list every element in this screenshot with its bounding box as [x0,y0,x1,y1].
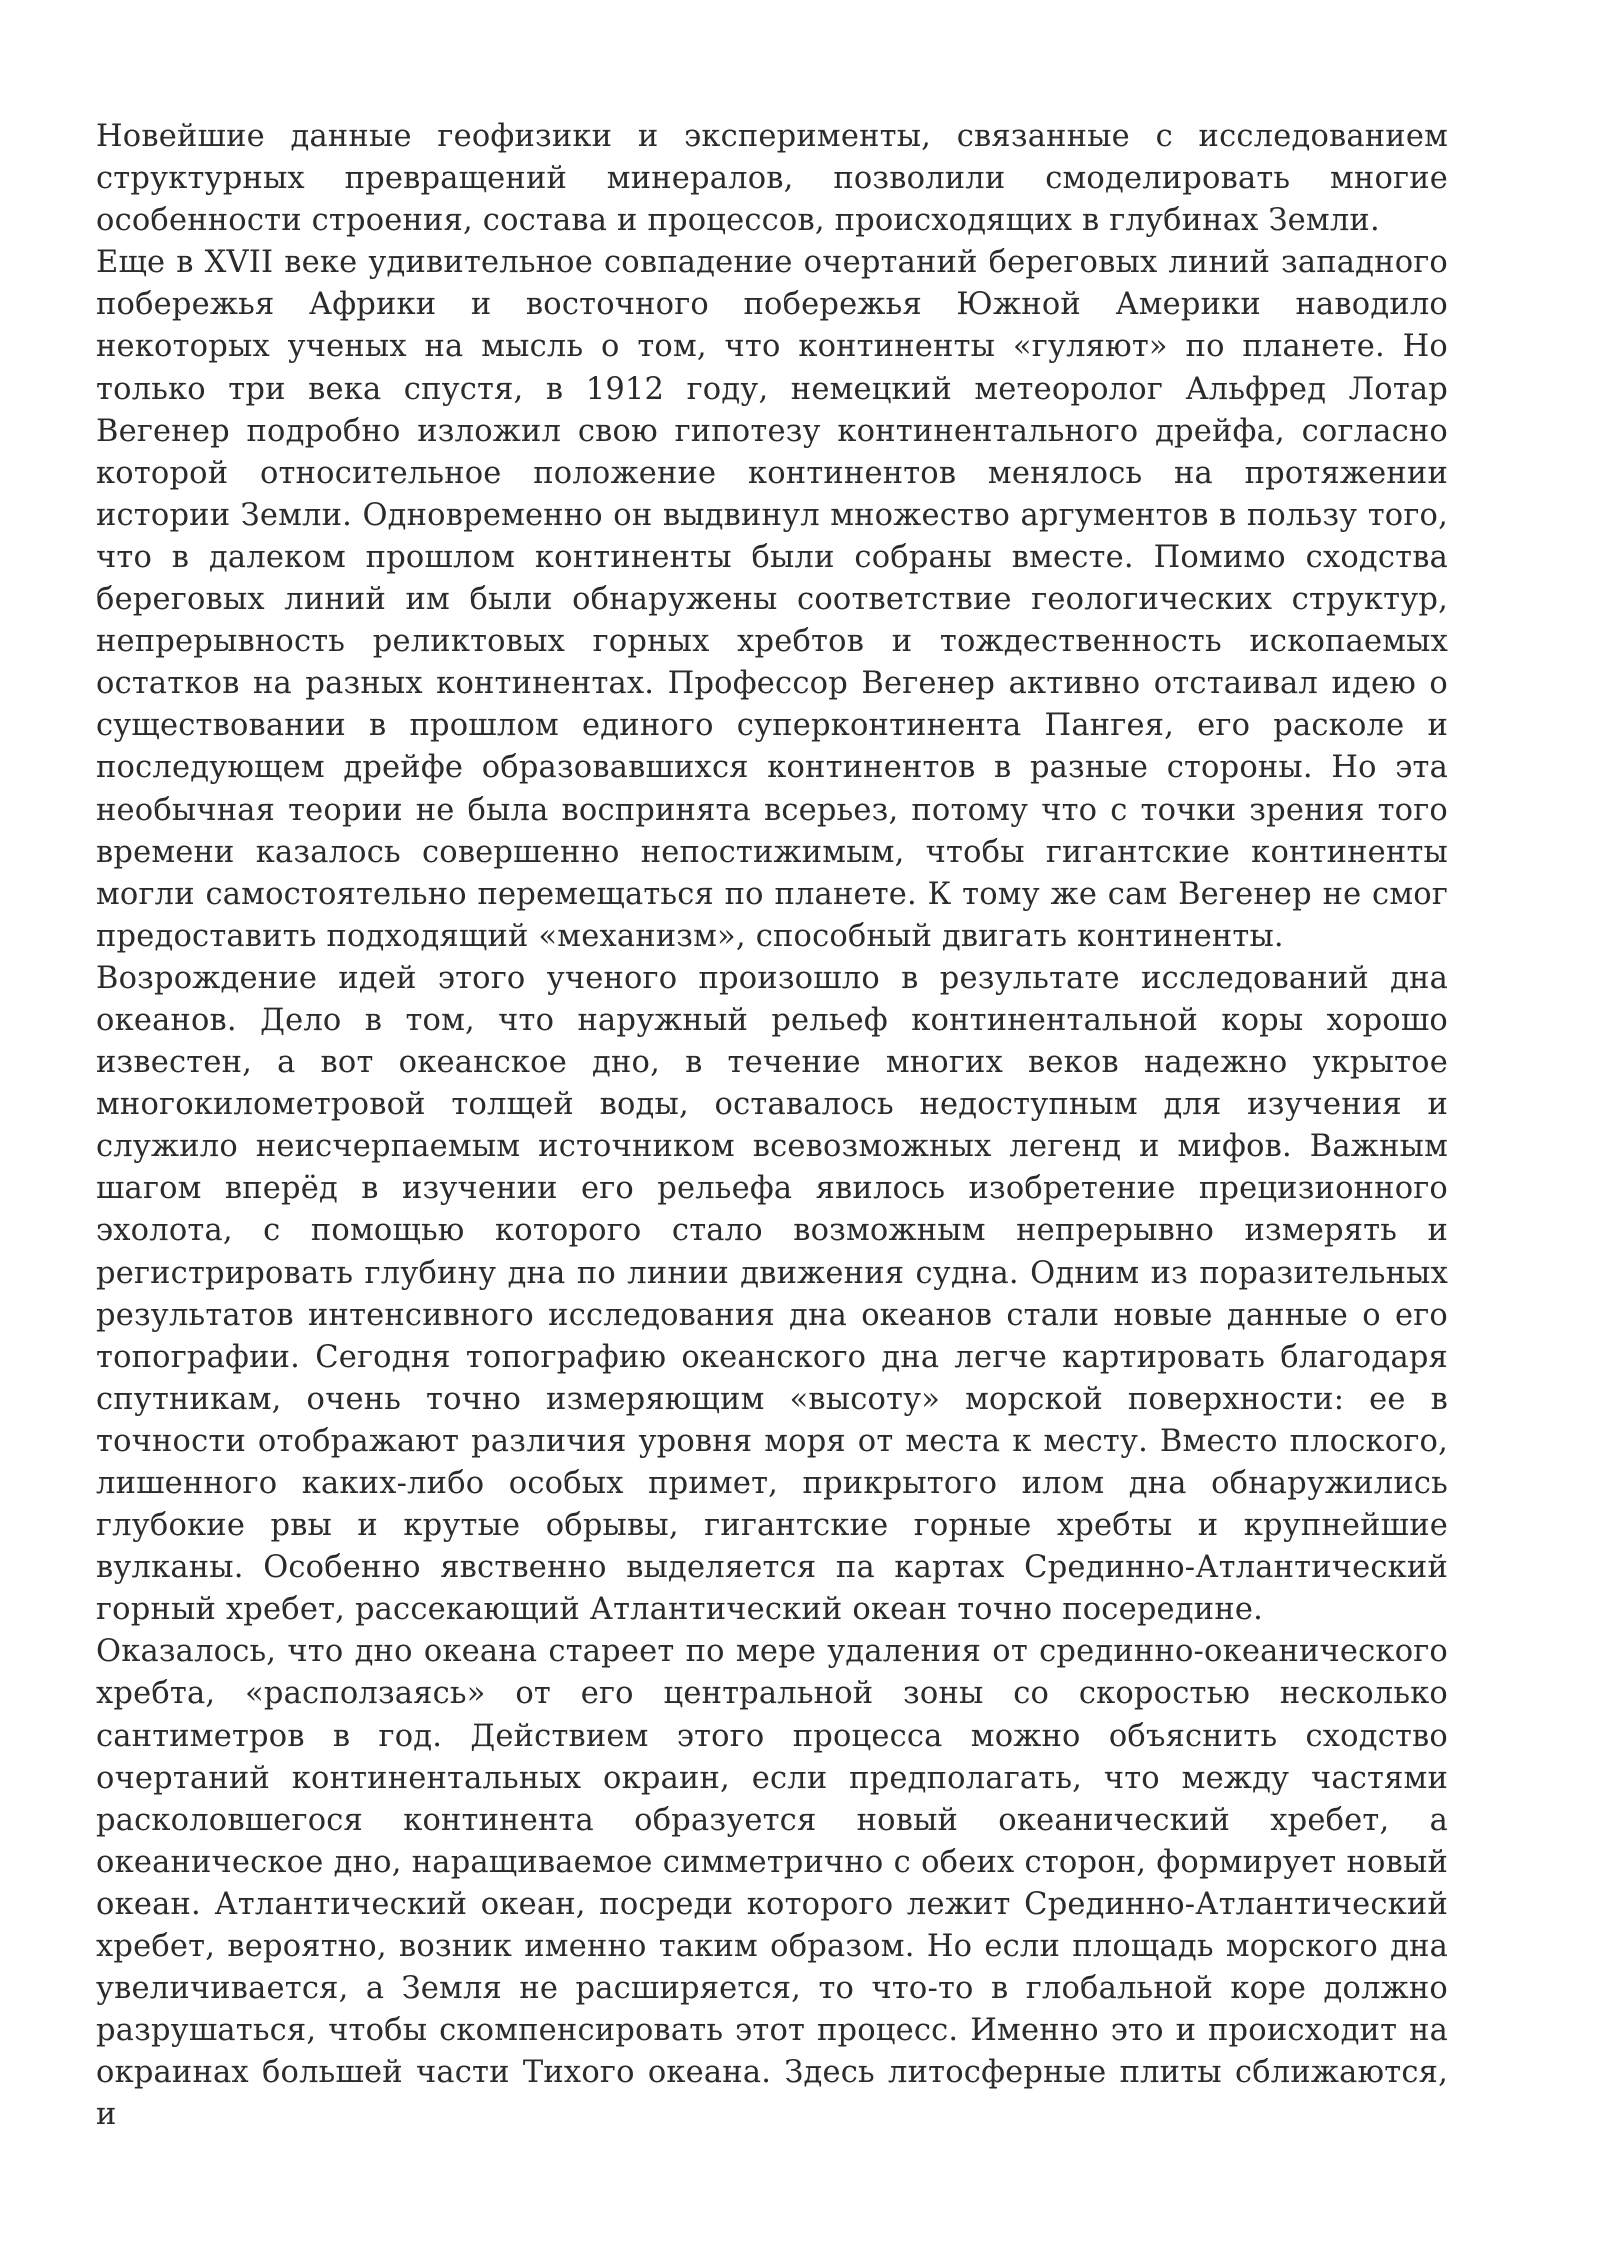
document-page [96,116,1448,2137]
paragraph-seafloor-spreading: Оказалось, что дно океана стареет по мере удаления от срединно-океанического хребта, «расползаясь» от его центральной зоны со скоростью несколько сантиметров в год. Действием этого процесса можно объяснить сходство очертаний континентальных окраин, если предполагать, что между частями расколовшегося континента образуется новый океанический хребет, а океаническое дно, наращиваемое симметрично с обеих сторон, формирует новый океан. Атлантический океан, посреди которого лежит Срединно-Атлантический хребет, вероятно, возник именно таким образом. Но если площадь морского дна увеличивается, а Земля не расширяется, то что-то в глобальной коре должно разрушаться, чтобы скомпенсировать этот процесс. Именно это и происходит на окраинах большей части Тихого океана. Здесь литосферные плиты сближаются, и [96,1634,1448,2133]
paragraph-intro: Новейшие данные геофизики и эксперименты, связанные с исследованием структурных превращений минералов, позволили смоделировать многие особенности строения, состава и процессов, происходящих в глубинах Земли. [96,119,1448,239]
paragraph-wegener: Еще в XVII веке удивительное совпадение очертаний береговых линий западного побережья Африки и восточного побережья Южной Америки наводило некоторых ученых на мысль о том, что континенты «гуляют» по планете. Но только три века спустя, в 1912 году, немецкий метеоролог Альфред Лотар Вегенер подробно изложил свою гипотезу континентального дрейфа, согласно которой относительное положение континентов менялось на протяжении истории Земли. Одновременно он выдвинул множество аргументов в пользу того, что в далеком прошлом континенты были собраны вместе. Помимо сходства береговых линий им были обнаружены соответствие геологических структур, непрерывность реликтовых горных хребтов и тождественность ископаемых остатков на разных континентах. Профессор Вегенер активно отстаивал идею о существовании в прошлом единого суперконтинента Пангея, его расколе и последующем дрейфе образовавшихся континентов в разные стороны. Но эта необычная теории не была воспринята всерьез, потому что с точки зрения того времени казалось совершенно непостижимым, чтобы гигантские континенты могли самостоятельно перемещаться по планете. К тому же сам Вегенер не смог предоставить подходящий «механизм», способный двигать континенты. [96,245,1448,954]
paragraph-ocean-floor: Возрождение идей этого ученого произошло в результате исследований дна океанов. Дело в том, что наружный рельеф континентальной коры хорошо известен, а вот океанское дно, в течение многих веков надежно укрытое многокилометровой толщей воды, оставалось недоступным для изучения и служило неисчерпаемым источником всевозможных легенд и мифов. Важным шагом вперёд в изучении его рельефа явилось изобретение прецизионного эхолота, с помощью которого стало возможным непрерывно измерять и регистрировать глубину дна по линии движения судна. Одним из поразительных результатов интенсивного исследования дна океанов стали новые данные о его топографии. Сегодня топографию океанского дна легче картировать благодаря спутникам, очень точно измеряющим «высоту» морской поверхности: ее в точности отображают различия уровня моря от места к месту. Вместо плоского, лишенного каких-либо особых примет, прикрытого илом дна обнаружились глубокие рвы и крутые обрывы, гигантские горные хребты и крупнейшие вулканы. Особенно явственно выделяется па картах Срединно-Атлантический горный хребет, рассекающий Атлантический океан точно посередине. [96,960,1448,1628]
